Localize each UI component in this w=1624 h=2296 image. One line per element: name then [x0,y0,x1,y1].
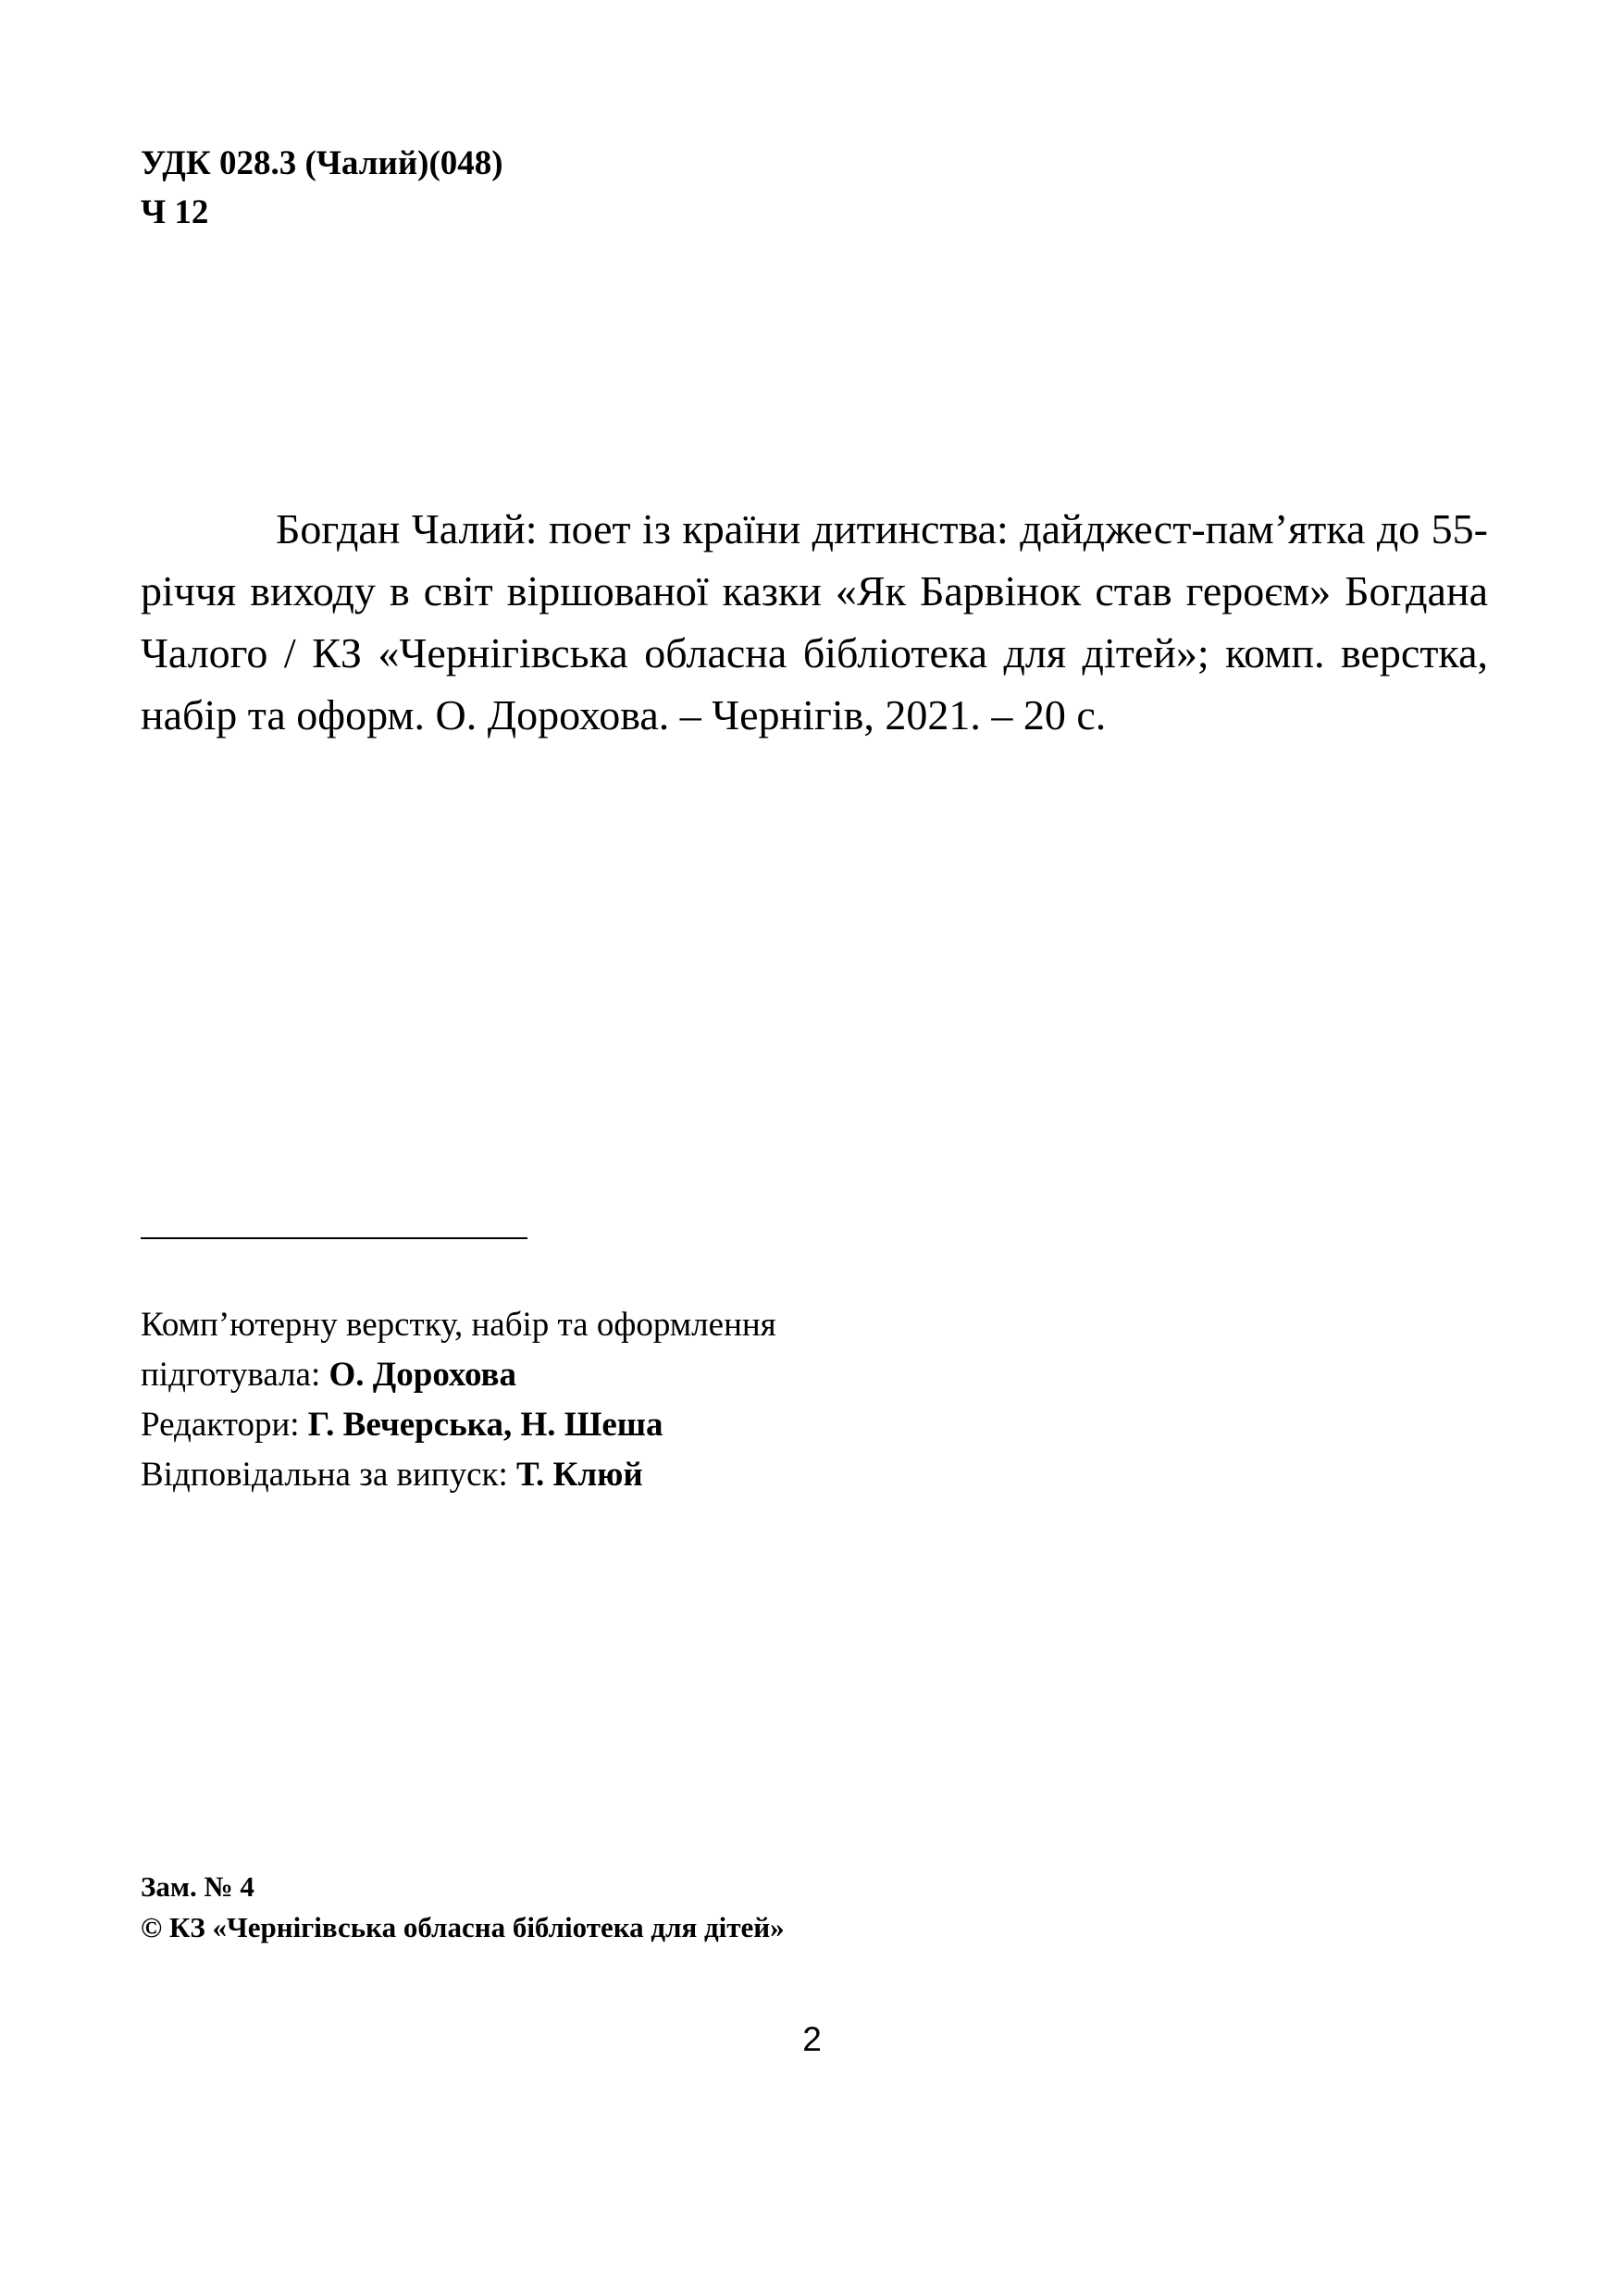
bibliographic-annotation: Богдан Чалий: поет із країни дитинства: дайджест-пам’ятка до 55-річчя виходу в світ віршованої казки «Як Барвінок став героєм» Богдана Чалого / КЗ «Чернігівська обласна бібліотека для дітей»; комп. верстка, набір та оформ. О. Дорохова. – Чернігів, 2021. – 20 с. [141,505,1488,738]
prepared-label: підготувала: [141,1356,329,1394]
author-mark: Ч 12 [141,193,209,231]
credits-responsible-line [141,1450,776,1500]
classification-block [141,139,503,237]
prepared-name: О. Дорохова [329,1356,517,1394]
responsible-name: Т. Клюй [516,1456,643,1494]
copyright-line: © КЗ «Чернігівська обласна бібліотека для дітей» [141,1911,785,1943]
responsible-label: Відповідальна за випуск: [141,1456,517,1494]
credits-layout-line: Комп’ютерну верстку, набір та оформлення [141,1306,776,1344]
editors-label: Редактори: [141,1406,308,1444]
udk-code: УДК 028.3 (Чалий)(048) [141,144,503,182]
credits-block [141,1300,776,1500]
order-number: Зам. № 4 [141,1870,254,1903]
separator-line [141,1237,527,1239]
credits-editors-line [141,1400,776,1450]
imprint-block [141,1867,785,1948]
editors-names: Г. Вечерська, Н. Шеша [307,1406,663,1444]
credits-prepared-line [141,1350,776,1400]
page-number: 2 [802,2020,822,2058]
